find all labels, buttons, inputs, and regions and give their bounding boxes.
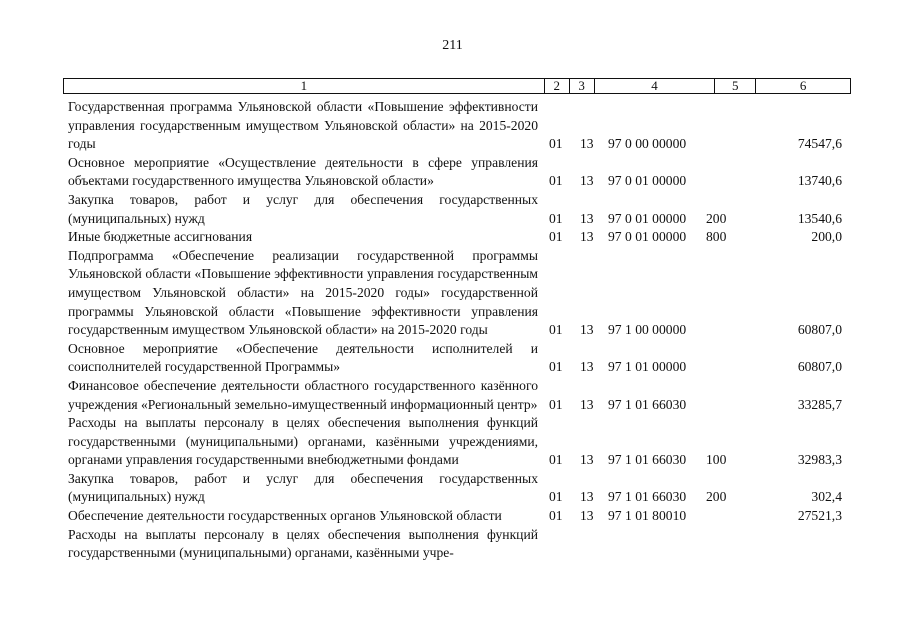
row-section: 01 (549, 508, 563, 524)
row-subsection: 13 (580, 396, 594, 412)
table-row (0, 340, 905, 377)
row-subsection: 13 (580, 173, 594, 189)
row-section: 01 (549, 452, 563, 468)
row-amount: 60807,0 (797, 359, 842, 375)
row-description: Закупка товаров, работ и услуг для обеспечения государственных (муниципальных) нужд (68, 470, 538, 505)
row-target-article: 97 0 01 00000 (608, 229, 687, 245)
row-target-article: 97 1 01 80010 (608, 508, 687, 524)
row-amount: 302,4 (811, 489, 842, 505)
row-subsection: 13 (580, 210, 594, 226)
row-section: 01 (549, 229, 563, 245)
row-section: 01 (549, 210, 563, 226)
row-description: Расходы на выплаты персоналу в целях обеспечения выполнения функций государственными (муниципальными) органами, казёнными учреждениями, органами управления государственными внебюджетными фондами (68, 415, 538, 468)
row-subsection: 13 (580, 229, 594, 245)
row-amount: 60807,0 (797, 322, 842, 338)
row-amount: 13540,6 (797, 210, 842, 226)
row-description: Закупка товаров, работ и услуг для обеспечения государственных (муниципальных) нужд (68, 191, 538, 226)
row-amount: 74547,6 (797, 136, 842, 152)
table-row (0, 247, 905, 340)
row-expense-type: 800 (706, 229, 727, 245)
row-subsection: 13 (580, 452, 594, 468)
row-description: Расходы на выплаты персоналу в целях обеспечения выполнения функций государственными (муниципальными) органами, казёнными учре- (68, 526, 538, 561)
table-row (0, 507, 905, 526)
row-description: Государственная программа Ульяновской области «Повышение эффективности управления государственным имуществом Ульяновской области» на 2015-2020 годы (68, 99, 538, 152)
row-expense-type: 200 (706, 489, 727, 505)
table-row (0, 98, 905, 154)
row-description: Иные бюджетные ассигнования (68, 229, 253, 245)
row-target-article: 97 0 00 00000 (608, 136, 687, 152)
table-body (0, 98, 905, 563)
row-subsection: 13 (580, 489, 594, 505)
row-section: 01 (549, 322, 563, 338)
row-amount: 200,0 (811, 229, 842, 245)
row-description: Обеспечение деятельности государственных органов Ульяновской области (68, 508, 502, 524)
header-col-5: 5 (714, 79, 755, 93)
row-description: Финансовое обеспечение деятельности областного государственного казённого учреждения «Региональный земельно-имущественный информационный центр» (68, 377, 538, 412)
page-number: 211 (442, 38, 463, 53)
header-col-2: 2 (544, 79, 569, 93)
header-col-3: 3 (569, 79, 594, 93)
row-target-article: 97 1 01 66030 (608, 396, 687, 412)
row-target-article: 97 0 01 00000 (608, 173, 687, 189)
row-expense-type: 100 (706, 452, 727, 468)
row-section: 01 (549, 136, 563, 152)
table-row (0, 228, 905, 247)
row-description: Основное мероприятие «Осуществление деятельности в сфере управления объектами государственного имущества Ульяновской области» (68, 154, 538, 189)
row-section: 01 (549, 173, 563, 189)
table-row (0, 191, 905, 228)
table-header (63, 78, 851, 94)
row-amount: 32983,3 (797, 452, 842, 468)
row-section: 01 (549, 359, 563, 375)
header-col-6: 6 (755, 79, 850, 93)
row-subsection: 13 (580, 322, 594, 338)
row-subsection: 13 (580, 136, 594, 152)
row-target-article: 97 1 01 66030 (608, 452, 687, 468)
row-subsection: 13 (580, 508, 594, 524)
table-row (0, 377, 905, 414)
row-expense-type: 200 (706, 210, 727, 226)
row-target-article: 97 1 01 66030 (608, 489, 687, 505)
row-description: Подпрограмма «Обеспечение реализации государственной программы Ульяновской области «Повышение эффективности управления государственным имуществом Ульяновской области» на 2015-2020 годы» государственной программы Ульяновской области «Повышение эффективности управления государственным имуществом Ульяновской области» на 2015-2020 годы (68, 247, 538, 338)
row-section: 01 (549, 396, 563, 412)
table-row (0, 154, 905, 191)
row-target-article: 97 0 01 00000 (608, 210, 687, 226)
row-amount: 13740,6 (797, 173, 842, 189)
header-col-4: 4 (594, 79, 715, 93)
row-target-article: 97 1 00 00000 (608, 322, 687, 338)
table-row (0, 470, 905, 507)
row-target-article: 97 1 01 00000 (608, 359, 687, 375)
table-row (0, 526, 905, 563)
row-amount: 27521,3 (797, 508, 842, 524)
row-description: Основное мероприятие «Обеспечение деятельности исполнителей и соисполнителей государственной Программы» (68, 340, 538, 375)
row-subsection: 13 (580, 359, 594, 375)
row-section: 01 (549, 489, 563, 505)
row-amount: 33285,7 (797, 396, 842, 412)
table-row (0, 414, 905, 470)
header-col-1: 1 (300, 78, 308, 93)
